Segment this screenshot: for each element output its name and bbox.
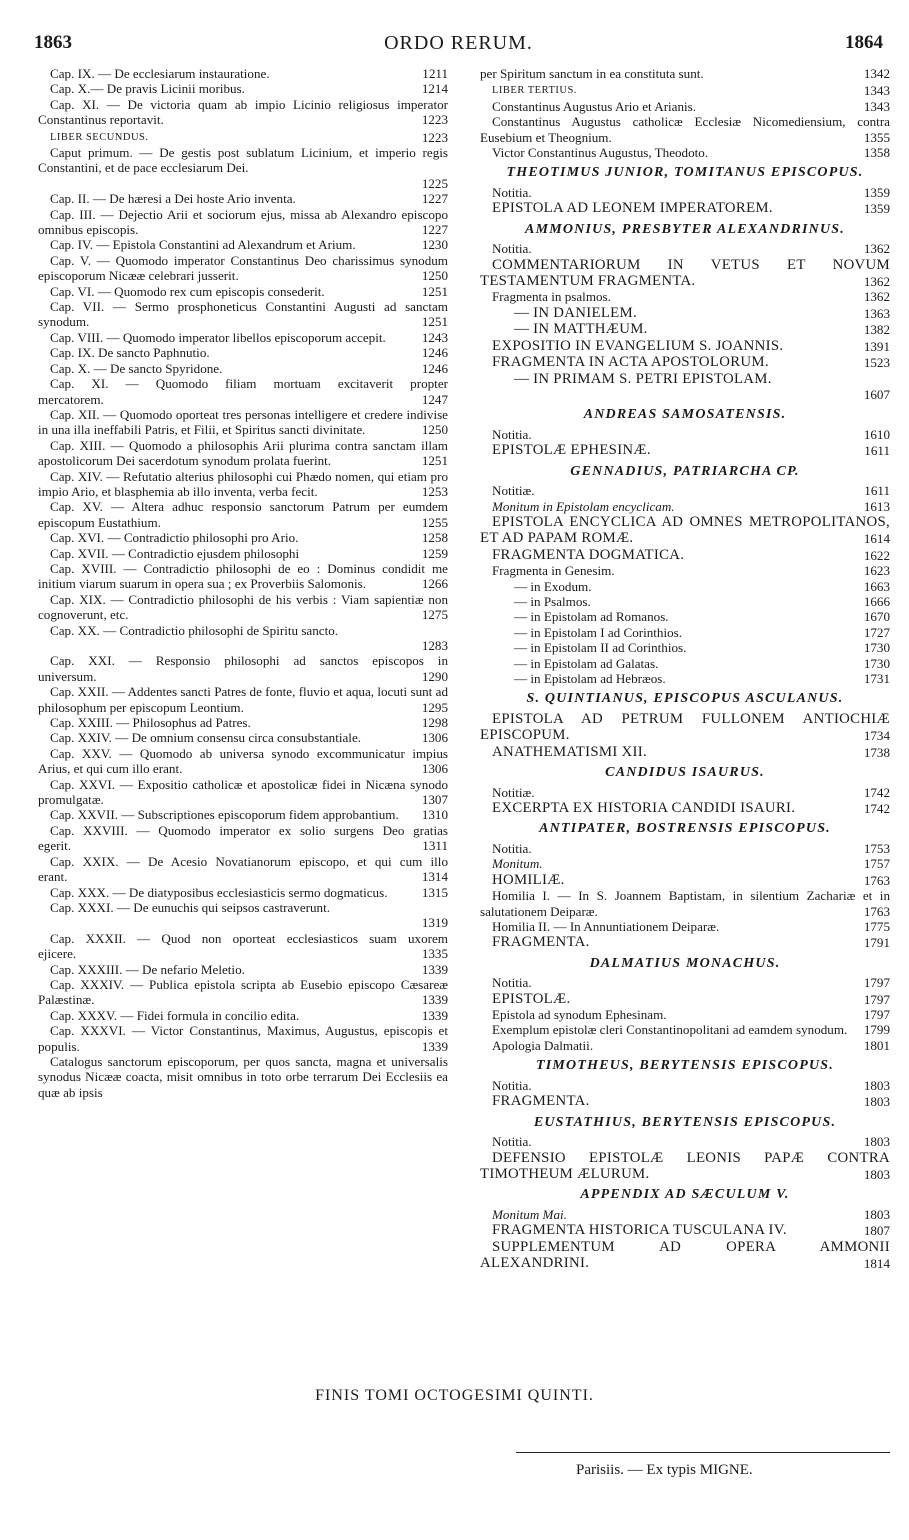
section-heading: ANDREAS SAMOSATENSIS.	[583, 407, 787, 423]
entry-title: Cap. XXII. — Addentes sancti Patres de fonte, fluvio et aqua, locuti sunt ad philosophum per episcopum Leontium.	[38, 684, 448, 715]
entry-page-number: 1391	[861, 339, 890, 354]
toc-entry	[480, 371, 890, 403]
entry-page-number: 1523	[861, 355, 890, 370]
toc-entry	[480, 671, 890, 686]
entry-title: Caput primum. — De gestis post sublatum Licinium, et imperio regis Constantini, et de pace ecclesiarum Dei.	[38, 145, 448, 176]
entry-title: EXPOSITIO IN EVANGELIUM S. JOANNIS.	[492, 337, 784, 354]
entry-page-number: 1763	[861, 904, 890, 919]
toc-entry	[38, 128, 448, 145]
entry-title: ANATHEMATISMI XII.	[492, 743, 648, 760]
entry-title: FRAGMENTA.	[492, 934, 590, 951]
toc-entry	[480, 563, 890, 578]
entry-title: Cap. XXI. — Responsio philosophi ad sanctos episcopos in universum.	[38, 653, 448, 684]
toc-entry	[38, 191, 448, 206]
toc-entry	[38, 530, 448, 545]
toc-entry	[480, 594, 890, 609]
entry-page-number: 1611	[861, 483, 890, 498]
entry-title: Constantinus Augustus catholicæ Ecclesiæ Nicomediensium, contra Eusebium et Theognium.	[480, 114, 890, 145]
entry-title: Cap. VI. — Quomodo rex cum episcopis consederit.	[50, 283, 325, 299]
entry-title: DEFENSIO EPISTOLÆ LEONIS PAPÆ CONTRA TIMOTHEUM ÆLURUM.	[480, 1149, 890, 1182]
toc-entry	[38, 854, 448, 885]
entry-page-number: 1295	[419, 700, 448, 715]
toc-entry	[480, 656, 890, 671]
toc-entry	[480, 321, 890, 337]
entry-page-number: 1343	[861, 83, 890, 98]
toc-entry	[38, 207, 448, 238]
imprint-rule	[516, 1452, 890, 1453]
toc-entry	[38, 237, 448, 252]
entry-title: Cap. IX. De sancto Paphnutio.	[50, 345, 210, 361]
entry-page-number: 1211	[419, 66, 448, 81]
entry-title: Cap. XX. — Contradictio philosophi de Spiritu sancto.	[50, 622, 339, 638]
toc-entry	[480, 1038, 890, 1053]
entry-page-number: 1607	[861, 387, 890, 402]
section-heading: APPENDIX AD SÆCULUM V.	[580, 1187, 790, 1203]
toc-entry	[480, 856, 890, 871]
entry-page-number: 1622	[861, 548, 890, 563]
entry-page-number: 1335	[419, 946, 448, 961]
entry-title: HOMILIÆ.	[492, 871, 565, 888]
entry-page-number: 1253	[419, 484, 448, 499]
entry-title: LIBER TERTIUS.	[492, 85, 577, 97]
toc-entry	[480, 625, 890, 640]
toc-entry	[480, 609, 890, 624]
entry-title: Monitum.	[492, 856, 543, 872]
toc-entry	[480, 1093, 890, 1109]
entry-title: Monitum in Epistolam encyclicam.	[492, 498, 675, 514]
toc-entry	[38, 407, 448, 438]
toc-entry	[38, 376, 448, 407]
entry-title: Notitia.	[492, 1134, 532, 1150]
toc-entry	[38, 715, 448, 730]
entry-title: — in Psalmos.	[514, 593, 591, 609]
toc-entry	[480, 241, 890, 256]
entry-title: Cap. XXIII. — Philosophus ad Patres.	[50, 715, 251, 731]
entry-page-number: 1214	[419, 81, 448, 96]
toc-entry	[38, 284, 448, 299]
entry-title: Notitiæ.	[492, 784, 535, 800]
entry-page-number: 1339	[419, 992, 448, 1007]
entry-page-number: 1315	[419, 885, 448, 900]
entry-page-number: 1775	[861, 919, 890, 934]
toc-entry	[480, 1239, 890, 1272]
entry-title: Victor Constantinus Augustus, Theodoto.	[492, 145, 709, 161]
entry-page-number: 1255	[419, 515, 448, 530]
entry-title: Notitia.	[492, 241, 532, 257]
toc-entry	[480, 711, 890, 744]
toc-entry	[480, 579, 890, 594]
toc-entry	[480, 975, 890, 990]
toc-entry	[480, 442, 890, 458]
toc-entry	[480, 800, 890, 816]
entry-page-number: 1310	[419, 807, 448, 822]
entry-title: Cap. IX. — De ecclesiarum instauratione.	[50, 66, 270, 81]
entry-page-number: 1306	[419, 761, 448, 776]
entry-title: Notitia.	[492, 1077, 532, 1093]
toc-entry	[480, 1078, 890, 1093]
toc-entry	[480, 1207, 890, 1222]
toc-entry	[480, 483, 890, 498]
toc-entry	[38, 469, 448, 500]
entry-page-number: 1803	[861, 1134, 890, 1149]
entry-title: Cap. XXXI. — De eunuchis qui seipsos castraverunt.	[50, 899, 331, 915]
entry-title: Cap. XIV. — Refutatio alterius philosophi cui Phædo nomen, qui etiam pro impio Ario, et blasphemia ab illo inventa, verba fecit.	[38, 468, 448, 499]
entry-page-number: 1727	[861, 625, 890, 640]
entry-page-number: 1363	[861, 306, 890, 321]
toc-entry	[38, 81, 448, 96]
toc-entry	[38, 977, 448, 1008]
toc-entry	[38, 684, 448, 715]
entry-title: Notitia.	[492, 840, 532, 856]
entry-page-number: 1246	[419, 361, 448, 376]
entry-title: Cap. XXVII. — Subscriptiones episcoporum fidem approbantium.	[50, 807, 399, 823]
toc-entry	[480, 991, 890, 1007]
entry-title: Cap. XXXIV. — Publica epistola scripta ab Eusebio episcopo Cæsareæ Palæstinæ.	[38, 976, 448, 1008]
page-number-left: 1863	[34, 32, 72, 53]
entry-title: Cap. VII. — Sermo prosphoneticus Constantini Augusti ad sanctam synodum.	[38, 299, 448, 330]
toc-entry	[480, 547, 890, 563]
entry-title: Cap. IV. — Epistola Constantini ad Alexandrum et Arium.	[50, 237, 356, 253]
entry-page-number: 1362	[861, 274, 890, 289]
entry-title: — in Epistolam ad Hebræos.	[514, 670, 666, 686]
entry-title: EXCERPTA EX HISTORIA CANDIDI ISAURI.	[492, 800, 796, 817]
toc-entry	[480, 99, 890, 114]
entry-page-number: 1801	[861, 1038, 890, 1053]
entry-page-number: 1814	[861, 1256, 890, 1271]
entry-title: LIBER SECUNDUS.	[50, 131, 149, 143]
entry-page-number: 1225	[419, 176, 448, 191]
entry-page-number: 1803	[861, 1167, 890, 1182]
section-heading: CANDIDUS ISAURUS.	[605, 765, 765, 781]
toc-entry	[480, 1022, 890, 1037]
entry-title: FRAGMENTA DOGMATICA.	[492, 546, 685, 563]
entry-title: Cap. XXXV. — Fidei formula in concilio edita.	[50, 1007, 300, 1023]
toc-entry	[38, 962, 448, 977]
entry-page-number: 1663	[861, 579, 890, 594]
toc-entry	[480, 499, 890, 514]
toc-entry	[38, 561, 448, 592]
entry-title: Notitiæ.	[492, 483, 535, 499]
entry-title: — IN MATTHÆUM.	[514, 321, 648, 338]
toc-entry	[38, 746, 448, 777]
toc-entry	[480, 872, 890, 888]
entry-page-number: 1247	[419, 392, 448, 407]
entry-title: — in Epistolam II ad Corinthios.	[514, 640, 687, 656]
entry-title: Cap. XVII. — Contradictio ejusdem philosophi	[50, 545, 300, 561]
entry-page-number: 1797	[861, 975, 890, 990]
entry-title: Catalogus sanctorum episcoporum, per quos sancta, magna et universalis synodus Nicææ coacta, misit omnibus in toto orbe terrarum Dei Ecclesiis ea quæ ab ipsis	[38, 1053, 448, 1100]
entry-page-number: 1358	[861, 145, 890, 160]
entry-title: — in Epistolam ad Galatas.	[514, 655, 659, 671]
entry-title: Cap. XXIX. — De Acesio Novatianorum episcopo, et qui cum illo erant.	[38, 853, 448, 885]
left-column	[38, 66, 448, 1100]
entry-page-number: 1613	[861, 499, 890, 514]
toc-entry	[38, 900, 448, 931]
entry-page-number: 1339	[419, 1008, 448, 1023]
entry-page-number: 1343	[861, 99, 890, 114]
section-heading: DALMATIUS MONACHUS.	[589, 955, 781, 971]
toc-entry	[38, 1008, 448, 1023]
toc-entry	[38, 823, 448, 854]
toc-entry	[480, 145, 890, 160]
entry-page-number: 1223	[419, 130, 448, 145]
entry-page-number: 1670	[861, 609, 890, 624]
entry-page-number: 1266	[419, 576, 448, 591]
toc-entry	[480, 841, 890, 856]
entry-page-number: 1243	[419, 330, 448, 345]
entry-title: FRAGMENTA IN ACTA APOSTOLORUM.	[492, 354, 769, 371]
entry-page-number: 1614	[861, 531, 890, 546]
toc-entry	[38, 807, 448, 822]
entry-page-number: 1283	[419, 638, 448, 653]
entry-page-number: 1319	[419, 915, 448, 930]
entry-title: Cap. XXXII. — Quod non oporteat ecclesiasticos suam uxorem ejicere.	[38, 930, 448, 962]
entry-title: — in Epistolam I ad Corinthios.	[514, 624, 683, 640]
entry-page-number: 1290	[419, 669, 448, 684]
toc-entry	[480, 427, 890, 442]
toc-entry	[480, 785, 890, 800]
entry-page-number: 1251	[419, 284, 448, 299]
right-column	[480, 66, 890, 1271]
entry-page-number: 1251	[419, 453, 448, 468]
toc-entry	[38, 330, 448, 345]
section-heading: AMMONIUS, PRESBYTER ALEXANDRINUS.	[525, 221, 845, 237]
entry-title: Homilia I. — In S. Joannem Baptistam, in silentium Zachariæ et in salutationem Deiparæ.	[480, 888, 890, 919]
entry-title: — in Exodum.	[514, 578, 592, 594]
entry-title: Cap. X. — De sancto Spyridone.	[50, 360, 223, 376]
entry-page-number: 1339	[419, 962, 448, 977]
running-title: ORDO RERUM.	[384, 32, 533, 54]
toc-entry	[38, 145, 448, 191]
section-heading: EUSTATHIUS, BERYTENSIS EPISCOPUS.	[533, 1114, 837, 1130]
toc-entry	[38, 253, 448, 284]
entry-title: FRAGMENTA HISTORICA TUSCULANA IV.	[492, 1222, 787, 1239]
entry-title: FRAGMENTA.	[492, 1093, 590, 1110]
entry-page-number: 1311	[419, 838, 448, 853]
entry-page-number: 1797	[861, 1007, 890, 1022]
entry-title: Cap. VIII. — Quomodo imperator libellos episcoporum accepit.	[50, 329, 386, 345]
entry-title: Exemplum epistolæ cleri Constantinopolitani ad eamdem synodum.	[492, 1022, 848, 1038]
entry-page-number: 1807	[861, 1223, 890, 1238]
toc-entry	[38, 499, 448, 530]
toc-entry	[480, 1007, 890, 1022]
entry-page-number: 1731	[861, 671, 890, 686]
toc-entry	[480, 289, 890, 304]
toc-entry	[480, 514, 890, 547]
entry-page-number: 1342	[861, 66, 890, 81]
toc-entry	[480, 66, 890, 81]
entry-title: Cap. X.— De pravis Licinii moribus.	[50, 81, 245, 97]
toc-entry	[38, 97, 448, 128]
toc-entry	[38, 623, 448, 654]
entry-page-number: 1359	[861, 201, 890, 216]
entry-title: Notitia.	[492, 184, 532, 200]
toc-entry	[38, 653, 448, 684]
entry-title: Constantinus Augustus Ario et Arianis.	[492, 98, 697, 114]
entry-title: Cap. XIX. — Contradictio philosophi de his verbis : Viam sapientiæ non cognoverunt, etc.	[38, 591, 448, 623]
entry-page-number: 1382	[861, 322, 890, 337]
entry-title: Cap. II. — De hæresi a Dei hoste Ario inventa.	[50, 191, 296, 207]
entry-title: Epistola ad synodum Ephesinam.	[492, 1007, 667, 1023]
entry-title: EPISTOLÆ.	[492, 990, 571, 1007]
toc-entry	[480, 257, 890, 290]
entry-title: Cap. XVIII. — Contradictio philosophi de eo : Dominus condidit me initium viarum suarum in opera sua ; ex Proverbiis Salomonis.	[38, 560, 448, 592]
entry-title: Cap. XII. — Quomodo oporteat tres personas intelligere et credere indivise in una illa ineffabili Patris, et Filii, et Spiritus sancti divinitate.	[38, 406, 448, 438]
entry-title: Homilia II. — In Annuntiationem Deiparæ.	[492, 918, 720, 934]
entry-page-number: 1258	[419, 530, 448, 545]
entry-page-number: 1666	[861, 594, 890, 609]
entry-page-number: 1362	[861, 289, 890, 304]
toc-entry	[480, 1150, 890, 1183]
entry-page-number: 1355	[861, 130, 890, 145]
entry-title: Cap. XXIV. — De omnium consensu circa consubstantiale.	[50, 730, 362, 746]
toc-entry	[480, 114, 890, 145]
toc-entry	[38, 777, 448, 808]
page-header	[34, 32, 883, 58]
toc-entry	[480, 888, 890, 919]
entry-title: COMMENTARIORUM IN VETUS ET NOVUM TESTAMENTUM FRAGMENTA.	[480, 256, 890, 290]
entry-page-number: 1307	[419, 792, 448, 807]
toc-entry	[480, 744, 890, 760]
entry-title: — IN PRIMAM S. PETRI EPISTOLAM.	[514, 370, 772, 387]
entry-title: EPISTOLA AD PETRUM FULLONEM ANTIOCHIÆ EPISCOPUM.	[480, 710, 890, 744]
entry-page-number: 1275	[419, 607, 448, 622]
entry-page-number: 1753	[861, 841, 890, 856]
toc-entry	[480, 934, 890, 950]
entry-page-number: 1730	[861, 656, 890, 671]
entry-title: Cap. XI. — Quomodo filiam mortuam excitaverit propter mercatorem.	[38, 376, 448, 407]
section-heading: GENNADIUS, PATRIARCHA CP.	[570, 463, 800, 479]
entry-page-number: 1259	[419, 546, 448, 561]
entry-page-number: 1339	[419, 1039, 448, 1054]
entry-title: Notitia.	[492, 426, 532, 442]
toc-entry	[480, 1134, 890, 1149]
entry-page-number: 1359	[861, 185, 890, 200]
entry-page-number: 1306	[419, 730, 448, 745]
entry-page-number: 1230	[419, 237, 448, 252]
entry-page-number: 1797	[861, 992, 890, 1007]
toc-entry	[480, 305, 890, 321]
toc-entry	[480, 338, 890, 354]
entry-title: Cap. XXV. — Quomodo ab universa synodo excommunicatur impius Arius, et qui cum illo erant.	[38, 745, 448, 777]
toc-entry	[38, 66, 448, 81]
entry-title: Cap. XIII. — Quomodo a philosophis Arii plurima contra sanctam illam apostolicorum Dei sacerdotum synodum prolata fuerint.	[38, 437, 448, 469]
section-heading: S. QUINTIANUS, EPISCOPUS ASCULANUS.	[526, 691, 844, 707]
entry-page-number: 1799	[861, 1022, 890, 1037]
entry-title: Cap. XV. — Altera adhuc responsio sanctorum Patrum per eumdem episcopum Eustathium.	[38, 499, 448, 530]
entry-page-number: 1246	[419, 345, 448, 360]
page-number-right: 1864	[845, 32, 883, 53]
entry-title: Notitia.	[492, 975, 532, 991]
toc-entry	[480, 1222, 890, 1238]
entry-page-number: 1742	[861, 801, 890, 816]
entry-page-number: 1298	[419, 715, 448, 730]
entry-page-number: 1250	[419, 268, 448, 283]
entry-page-number: 1803	[861, 1094, 890, 1109]
entry-page-number: 1763	[861, 873, 890, 888]
toc-entry	[38, 438, 448, 469]
toc-entry	[38, 931, 448, 962]
entry-page-number: 1734	[861, 728, 890, 743]
entry-page-number: 1251	[419, 314, 448, 329]
toc-entry	[480, 81, 890, 98]
toc-entry	[38, 730, 448, 745]
entry-title: Monitum Mai.	[492, 1206, 567, 1222]
toc-entry	[38, 885, 448, 900]
entry-page-number: 1757	[861, 856, 890, 871]
toc-entry	[38, 1023, 448, 1054]
entry-page-number: 1250	[419, 422, 448, 437]
toc-entry	[480, 200, 890, 216]
entry-page-number: 1803	[861, 1078, 890, 1093]
entry-page-number: 1611	[861, 443, 890, 458]
entry-title: Cap. XXXVI. — Victor Constantinus, Maximus, Augustus, episcopis et populis.	[38, 1023, 448, 1054]
section-heading: ANTIPATER, BOSTRENSIS EPISCOPUS.	[539, 821, 831, 837]
entry-page-number: 1742	[861, 785, 890, 800]
entry-title: Cap. XVI. — Contradictio philosophi pro Ario.	[50, 530, 299, 546]
entry-page-number: 1227	[419, 191, 448, 206]
entry-title: Cap. XXX. — De diatyposibus ecclesiasticis sermo dogmaticus.	[50, 884, 388, 900]
entry-page-number: 1223	[419, 112, 448, 127]
entry-title: Cap. XXVIII. — Quomodo imperator ex solio surgens Deo gratias egerit.	[38, 822, 448, 854]
toc-entry	[38, 361, 448, 376]
entry-title: Cap. XXVI. — Expositio catholicæ et apostolicæ fidei in Nicæna synodo promulgatæ.	[38, 776, 448, 808]
finis-line: FINIS TOMI OCTOGESIMI QUINTI.	[315, 1387, 594, 1404]
entry-title: Cap. III. — Dejectio Arii et sociorum ejus, missa ab Alexandro episcopo omnibus episcopis.	[38, 206, 448, 238]
toc-entry	[480, 185, 890, 200]
entry-page-number: 1623	[861, 563, 890, 578]
entry-title: Cap. XI. — De victoria quam ab impio Licinio religiosus imperator Constantinus reportavit.	[38, 96, 448, 128]
toc-entry	[480, 640, 890, 655]
entry-page-number: 1362	[861, 241, 890, 256]
entry-title: Cap. V. — Quomodo imperator Constantinus Deo charissimus synodum episcoporum Nicææ celebrari jusserit.	[38, 252, 448, 284]
section-heading: TIMOTHEUS, BERYTENSIS EPISCOPUS.	[536, 1058, 834, 1074]
entry-title: per Spiritum sanctum in ea constituta sunt.	[480, 66, 704, 81]
imprint: Parisiis. — Ex typis MIGNE.	[576, 1462, 753, 1478]
toc-entry	[38, 1054, 448, 1100]
entry-page-number: 1227	[419, 222, 448, 237]
entry-title: Cap. XXXIII. — De nefario Meletio.	[50, 961, 245, 977]
toc-entry	[480, 354, 890, 370]
entry-page-number: 1738	[861, 745, 890, 760]
toc-entry	[38, 345, 448, 360]
section-heading: THEOTIMUS JUNIOR, TOMITANUS EPISCOPUS.	[506, 165, 864, 181]
entry-page-number: 1803	[861, 1207, 890, 1222]
entry-title: EPISTOLA ENCYCLICA AD OMNES METROPOLITANOS, ET AD PAPAM ROMÆ.	[480, 513, 890, 547]
toc-entry	[38, 546, 448, 561]
entry-title: — IN DANIELEM.	[514, 304, 637, 321]
entry-title: EPISTOLA AD LEONEM IMPERATOREM.	[492, 200, 773, 217]
entry-title: — in Epistolam ad Romanos.	[514, 609, 669, 625]
entry-page-number: 1730	[861, 640, 890, 655]
toc-entry	[480, 919, 890, 934]
entry-page-number: 1610	[861, 427, 890, 442]
entry-title: Fragmenta in psalmos.	[492, 289, 611, 305]
entry-page-number: 1314	[419, 869, 448, 884]
toc-entry	[38, 592, 448, 623]
toc-entry	[38, 299, 448, 330]
entry-page-number: 1791	[861, 935, 890, 950]
entry-title: SUPPLEMENTUM AD OPERA AMMONII ALEXANDRINI.	[480, 1238, 890, 1272]
entry-title: Apologia Dalmatii.	[492, 1037, 594, 1053]
entry-title: Fragmenta in Genesim.	[492, 563, 615, 579]
entry-title: EPISTOLÆ EPHESINÆ.	[492, 442, 651, 459]
